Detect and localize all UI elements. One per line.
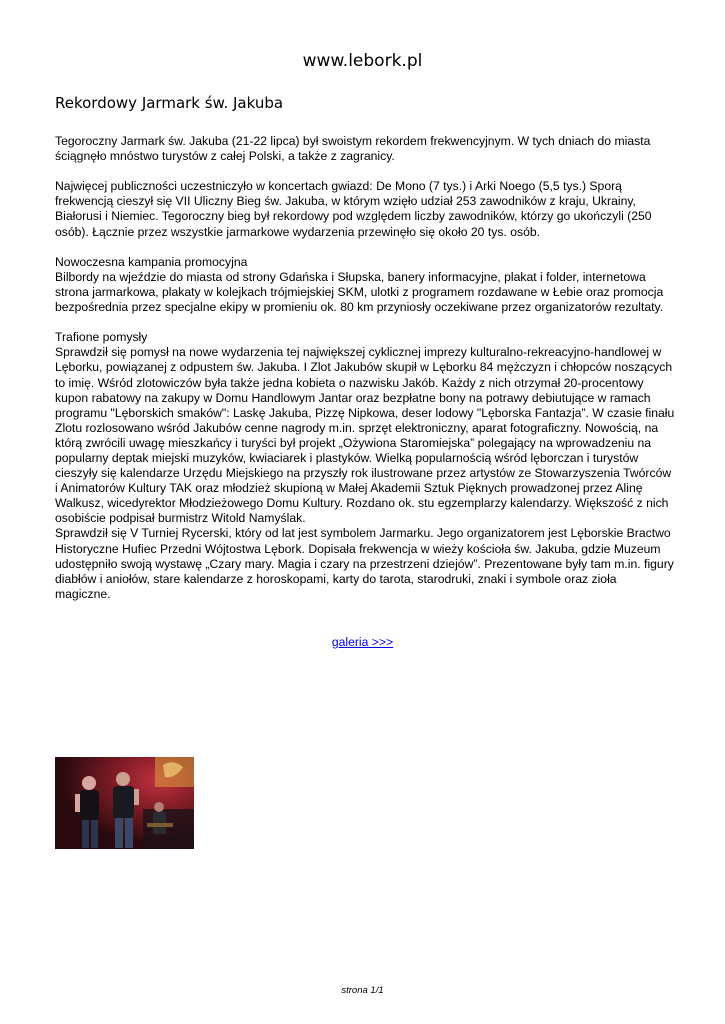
concert-photo-icon: [55, 757, 194, 849]
concert-photo[interactable]: [55, 757, 194, 849]
ideas-heading: Trafione pomysły: [55, 330, 148, 345]
article-title: Rekordowy Jarmark św. Jakuba: [55, 94, 284, 112]
page-footer: strona 1/1: [341, 985, 384, 996]
site-header: www.lebork.pl: [302, 51, 423, 71]
ideas-paragraph-1: Sprawdził się pomysł na nowe wydarzenia tej największej cyklicznej imprezy kulturalno-rekreacyjno-handlowej w Lęborku, powiązanej z odpustem św. Jakuba. I Zlot Jakubów skupił w Lęborku 84 mężczyzn i chłopców noszących to imię. Wśród zlotowiczów była także jedna kobieta o nazwisku Jakób. Każdy z nich otrzymał 20-procentowy kupon rabatowy na zakupy w Domu Handlowym Jantar oraz bezpłatne bony na potrawy debiutujące w ramach programu "Lęborskich smaków": Laskę Jakuba, Pizzę Nipkowa, deser lodowy "Lęborska Fantazja”. W czasie finału Zlotu rozlosowano wśród Jakubów cenne nagrody m.in. sprzęt elektroniczny, aparat fotograficzny. Nowością, na którą zwrócili uwagę mieszkańcy i turyści był projekt „Ożywiona Staromiejska” polegający na wprowadzeniu na popularny deptak miejski muzyków, kwiaciarek i plastyków. Wielką popularnością wśród lęborczan i turystów cieszyły się kalendarze Urzędu Miejskiego na przyszły rok ilustrowane przez artystów ze Stowarzyszenia Twórców i Animatorów Kultury TAK oraz młodzież skupioną w Małej Akademii Sztuk Pięknych prowadzonej przez Alinę Walkusz, wicedyrektor Młodzieżowego Domu Kultury. Rozdano ok. stu egzemplarzy kalendarzy. Większość z nich osobiście podpisał burmistrz Witold Namyślak.: [55, 345, 675, 526]
gallery-link[interactable]: galeria >>>: [331, 635, 394, 649]
campaign-heading: Nowoczesna kampania promocyjna: [55, 254, 248, 269]
campaign-paragraph: Bilbordy na wjeździe do miasta od strony Gdańska i Słupska, banery informacyjne, plakat i folder, internetowa strona jarmarkowa, plakaty w kolejkach trójmiejskiej SKM, ulotki z programem rozdawane w Łebie oraz promocja bezpośrednia przez specjalne ekipy w promieniu ok. 80 km przyniosły oczekiwane przez organizatorów rezultaty.: [55, 269, 664, 315]
gallery-link-container: [0, 635, 725, 650]
ideas-paragraph-2: Sprawdził się V Turniej Rycerski, który od lat jest symbolem Jarmarku. Jego organizatorem jest Lęborskie Bractwo Historyczne Hufiec Przedni Wójtostwa Lębork. Dopisała frekwencja w wieży kościoła św. Jakuba, gdzie Muzeum udostępniło swoją wystawę „Czary mary. Magia i czary na przestrzeni dziejów”. Prezentowane były tam m.in. figury diabłów i aniołów, stare kalendarze z horoskopami, karty do tarota, starodruki, znaki i symbole oraz zioła magiczne.: [55, 526, 674, 601]
intro-paragraph: Tegoroczny Jarmark św. Jakuba (21-22 lipca) był swoistym rekordem frekwencyjnym. W tych dniach do miasta ściągnęło mnóstwo turystów z całej Polski, a także z zagranicy.: [55, 134, 651, 164]
article-body: [55, 134, 675, 602]
records-paragraph: Najwięcej publiczności uczestniczyło w koncertach gwiazd: De Mono (7 tys.) i Arki Noego (5,5 tys.) Sporą frekwencją cieszył się VII Uliczny Bieg św. Jakuba, w którym wzięło udział 253 zawodników z kraju, Ukrainy, Białorusi i Niemiec. Tegoroczny bieg był rekordowy pod względem liczby zawodników, którzy go ukończyli (250 osób). Łącznie przez wszystkie jarmarkowe wydarzenia przewinęło się około 20 tys. osób.: [55, 179, 652, 239]
